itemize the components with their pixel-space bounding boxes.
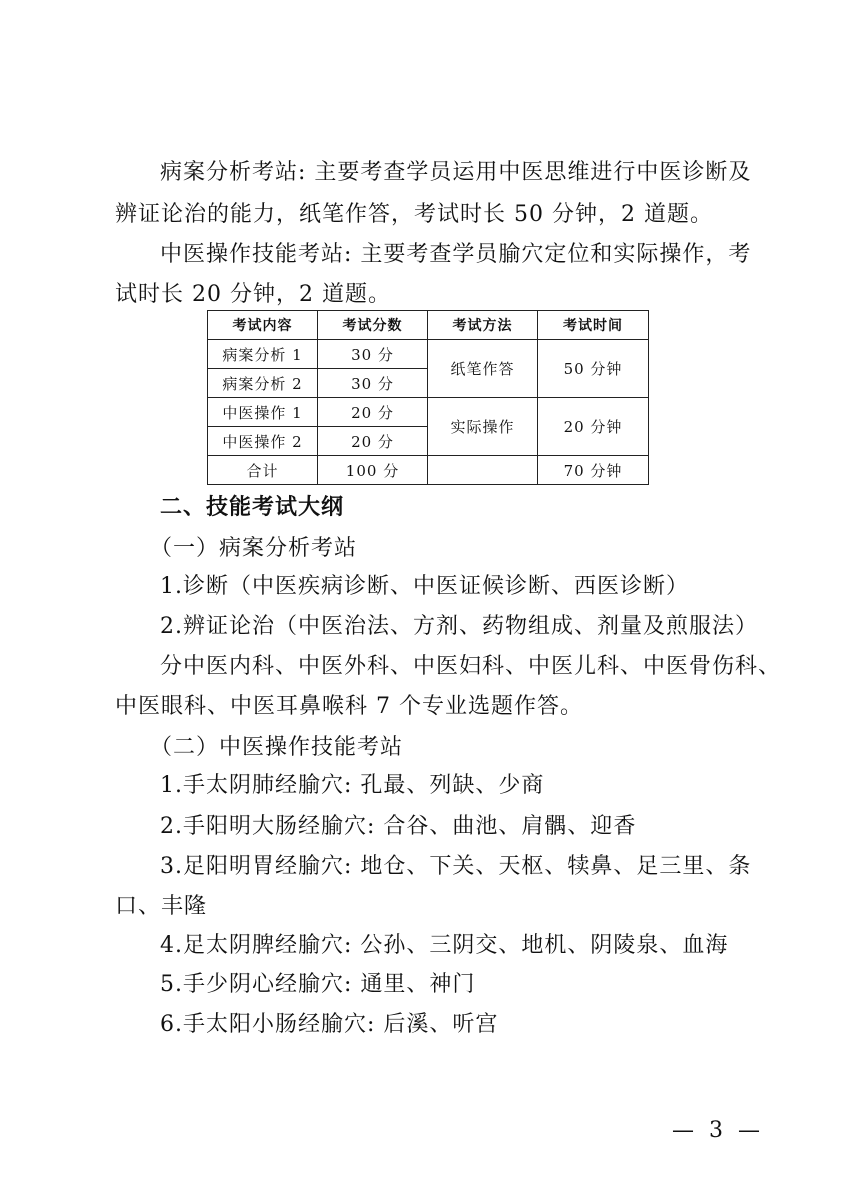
paragraph-case-station-line2: 辨证论治的能力，纸笔作答，考试时长 50 分钟，2 道题。 bbox=[115, 202, 713, 227]
table-header-row bbox=[208, 311, 649, 340]
acupoint-item-4: 4.足太阴脾经腧穴: 公孙、三阴交、地机、阴陵泉、血海 bbox=[160, 933, 729, 958]
paragraph-skill-station-line2: 试时长 20 分钟，2 道题。 bbox=[115, 282, 391, 307]
table-cell: 20 分 bbox=[318, 427, 428, 456]
table-row-total bbox=[208, 456, 649, 485]
table-cell-total-method bbox=[428, 456, 538, 485]
table-cell-time-written: 50 分钟 bbox=[538, 340, 649, 398]
paragraph-case-station-line1: 病案分析考站: 主要考查学员运用中医思维进行中医诊断及 bbox=[160, 160, 752, 185]
table-cell-method-written: 纸笔作答 bbox=[428, 340, 538, 398]
table-cell: 中医操作 1 bbox=[208, 398, 318, 427]
specialty-paragraph-line1: 分中医内科、中医外科、中医妇科、中医儿科、中医骨伤科、 bbox=[160, 654, 782, 679]
acupoint-item-3-line2: 口、丰隆 bbox=[115, 894, 208, 919]
table-cell: 合计 bbox=[208, 456, 318, 485]
table-header-cell: 考试内容 bbox=[208, 311, 318, 340]
acupoint-item-5: 5.手少阴心经腧穴: 通里、神门 bbox=[160, 972, 476, 997]
table-cell: 中医操作 2 bbox=[208, 427, 318, 456]
subsection-heading-skill: （二）中医操作技能考站 bbox=[150, 735, 404, 760]
table-row bbox=[208, 340, 649, 369]
subsection-heading-case: （一）病案分析考站 bbox=[150, 536, 358, 561]
table-cell: 30 分 bbox=[318, 340, 428, 369]
table-cell: 病案分析 1 bbox=[208, 340, 318, 369]
outline-item-diagnosis: 1.诊断（中医疾病诊断、中医证候诊断、西医诊断） bbox=[160, 574, 689, 599]
table-cell: 病案分析 2 bbox=[208, 369, 318, 398]
acupoint-item-3-line1: 3.足阳明胃经腧穴: 地仓、下关、天枢、犊鼻、足三里、条 bbox=[160, 854, 752, 879]
table-cell: 30 分 bbox=[318, 369, 428, 398]
page-number: — 3 — bbox=[672, 1118, 764, 1143]
table-cell-total-time: 70 分钟 bbox=[538, 456, 649, 485]
paragraph-skill-station-line1: 中医操作技能考站: 主要考查学员腧穴定位和实际操作，考 bbox=[160, 242, 752, 267]
exam-table bbox=[207, 310, 649, 485]
outline-item-treatment: 2.辨证论治（中医治法、方剂、药物组成、剂量及煎服法） bbox=[160, 614, 758, 639]
table-header-cell: 考试方法 bbox=[428, 311, 538, 340]
table-header-cell: 考试时间 bbox=[538, 311, 649, 340]
table-cell: 100 分 bbox=[318, 456, 428, 485]
acupoint-item-2: 2.手阳明大肠经腧穴: 合谷、曲池、肩髃、迎香 bbox=[160, 814, 637, 839]
table-row bbox=[208, 398, 649, 427]
table-cell: 20 分 bbox=[318, 398, 428, 427]
acupoint-item-6: 6.手太阳小肠经腧穴: 后溪、听宫 bbox=[160, 1012, 499, 1037]
specialty-paragraph-line2: 中医眼科、中医耳鼻喉科 7 个专业选题作答。 bbox=[115, 694, 583, 719]
section-heading: 二、技能考试大纲 bbox=[160, 495, 345, 520]
table-header-cell: 考试分数 bbox=[318, 311, 428, 340]
acupoint-item-1: 1.手太阴肺经腧穴: 孔最、列缺、少商 bbox=[160, 773, 545, 798]
table-cell-time-practical: 20 分钟 bbox=[538, 398, 649, 456]
table-cell-method-practical: 实际操作 bbox=[428, 398, 538, 456]
